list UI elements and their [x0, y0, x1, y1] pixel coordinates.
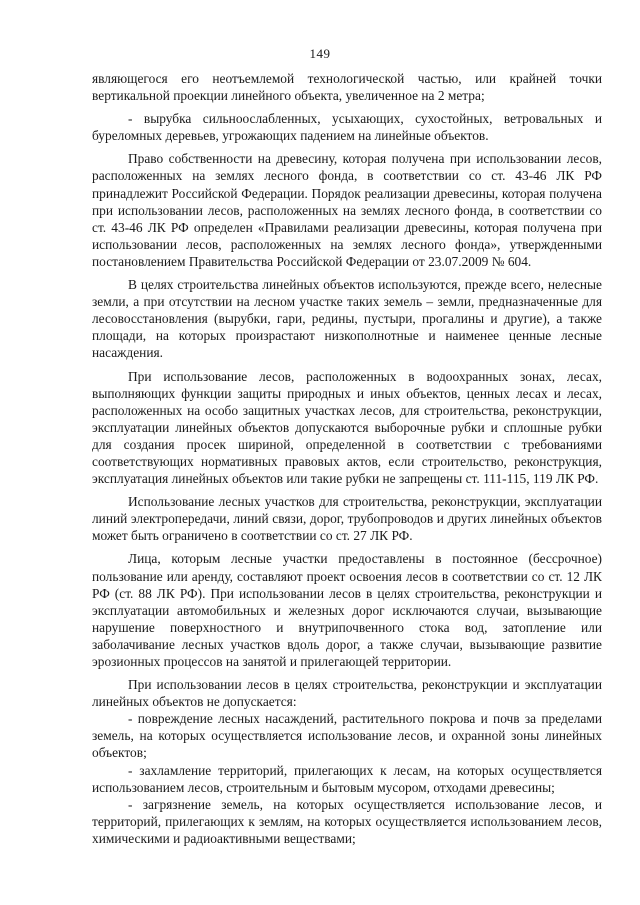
list-item-pollution: - загрязнение земель, на которых осуществляется использование лесов, и территорий, прилегающих к землям, на которых осуществляется использованием лесов, химическими и радиоактивными веществами;	[92, 796, 602, 846]
paragraph-wood-ownership: Право собственности на древесину, которая получена при использовании лесов, расположенных на землях лесного фонда, в соответствии со ст. 43-46 ЛК РФ принадлежит Российской Федерации. Порядок реализации древесины, которая получена при использовании лесов, расположенных на землях лесного фонда, в соответствии со ст. 43-46 ЛК РФ определен «Правилами реализации древесины, которая получена при использовании лесов, расположенных на землях лесного фонда», утвержденными постановлением Правительства Российской Федерации от 23.07.2009 № 604.	[92, 151, 602, 269]
list-item-felling: - вырубка сильноослабленных, усыхающих, сухостойных, ветровальных и буреломных деревьев, угрожающих падением на линейные объектов.	[92, 111, 602, 144]
paragraph-continuation: являющегося его неотъемлемой технологической частью, или крайней точки вертикальной проекции линейного объекта, увеличенное на 2 метра;	[92, 71, 602, 104]
list-item-damage: - повреждение лесных насаждений, растительного покрова и почв за пределами земель, на которых осуществляется использование лесов, и охранной зоны линейных объектов;	[92, 711, 602, 761]
paragraph-protective-forests: При использование лесов, расположенных в водоохранных зонах, лесах, выполняющих функции защиты природных и иных объектов, ценных лесах и лесах, расположенных на особо защитных участках лесов, для строительства, реконструкции, эксплуатации линейных объектов допускаются выборочные рубки и сплошные рубки для создания просек шириной, определенной в соответствии с требованиями соответствующих нормативных правовых актов, если строительство, реконструкция, эксплуатация линейных объектов или такие рубки не запрещены ст. 111-115, 119 ЛК РФ.	[92, 368, 602, 487]
paragraph-use-restriction: Использование лесных участков для строительства, реконструкции, эксплуатации линий электропередачи, линий связи, дорог, трубопроводов и других линейных объектов может быть ограничено в соответствии со ст. 27 ЛК РФ.	[92, 494, 602, 544]
paragraph-prohibitions-intro: При использовании лесов в целях строительства, реконструкции и эксплуатации линейных объектов не допускается:	[92, 677, 602, 710]
list-item-littering: - захламление территорий, прилегающих к лесам, на которых осуществляется использованием лесов, строительным и бытовым мусором, отходами древесины;	[92, 762, 602, 795]
paragraph-nonforest-lands: В целях строительства линейных объектов используются, прежде всего, нелесные земли, а при отсутствии на лесном участке таких земель – земли, предназначенные для лесовосстановления (вырубки, гари, редины, пустыри, прогалины и другие), а также площади, на которых произрастают низкополнотные и наименее ценные лесные насаждения.	[92, 277, 602, 361]
document-body	[92, 70, 602, 847]
page-number: 149	[309, 46, 331, 61]
paragraph-development-project: Лица, которым лесные участки предоставлены в постоянное (бессрочное) пользование или аренду, составляют проект освоения лесов в соответствии со ст. 12 ЛК РФ (ст. 88 ЛК РФ). При использовании лесов в целях строительства, реконструкции и эксплуатации автомобильных и железных дорог исключаются случаи, вызывающие нарушение поверхностного и внутрипочвенного стока вод, затопление или заболачивание лесных участков вдоль дорог, а также случаи, вызывающие развитие эрозионных процессов на занятой и прилегающей территории.	[92, 551, 602, 669]
